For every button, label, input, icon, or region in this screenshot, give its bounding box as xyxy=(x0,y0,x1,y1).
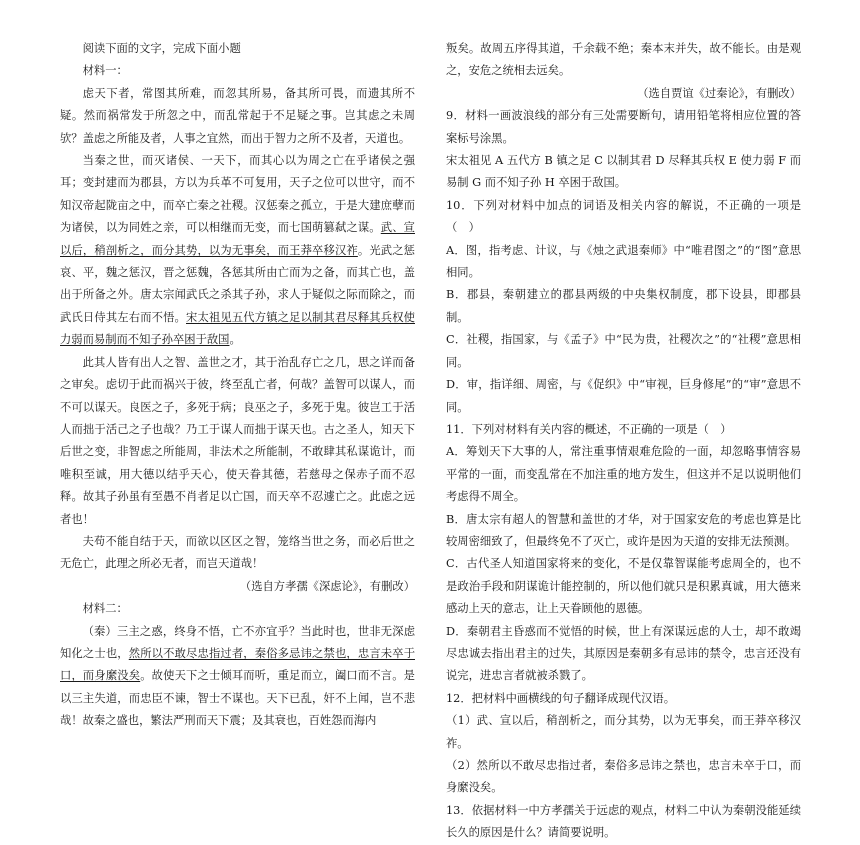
question-10-option-b: B．郡县，秦朝建立的郡县两级的中央集权制度，郡下设县，即郡县制。 xyxy=(446,288,801,324)
question-9-options: 宋太祖见 A 五代方 B 镇之足 C 以制其君 D 尽释其兵权 E 使力弱 F 而易制 G 而不知子孙 H 卒困于敌国。 xyxy=(446,154,801,190)
source-1: （选自方孝孺《深虑论》，有删改） xyxy=(239,579,415,593)
material-2-continued: 叛矣。故周五序得其道，千余载不绝；秦本末并失，故不能长。由是观之，安危之统相去远矣。 xyxy=(446,42,801,78)
source-2: （选自贾谊《过秦论》，有删改） xyxy=(637,86,801,100)
paragraph-2-text-c: 。 xyxy=(229,333,241,347)
question-12-item-2: （2）然所以不敢尽忠指过者，秦俗多忌讳之禁也，忠言未卒于口，而身縻没矣。 xyxy=(446,759,801,795)
underlined-sentence-2: 然所以不敢尽忠指过者，秦俗多忌讳之禁也，忠言未卒于口，而身縻没矣 xyxy=(60,646,415,683)
question-11-option-a: A．筹划天下大事的人，常注重事情艰难危险的一面，却忽略事情容易平常的一面，而变乱常在不加注重的地方发生，但这并不足以说明他们考虑得不周全。 xyxy=(446,445,801,504)
question-12-item-1: （1）武、宣以后，稍剖析之，而分其势，以为无事矣，而王莽卒移汉祚。 xyxy=(446,714,801,750)
paragraph-2-text-a: 当秦之世，而灭诸侯、一天下，而其心以为周之亡在乎诸侯之强耳；变封建而为郡县，方以为兵革不可复用，天子之位可以世守，而不知汉帝起陇亩之中，而卒亡秦之社稷。汉惩秦之孤立，于是大建庶孽而为诸侯，以为同姓之亲，可以相继而无变，而七国萌篡弑之谋。 xyxy=(60,154,415,235)
question-10-option-d: D．审，指详细、周密，与《促织》中“审视，巨身修尾”的“审”意思不同。 xyxy=(446,378,801,414)
question-11-option-d: D．秦朝君主昏惑而不觉悟的时候，世上有深谋远虑的人士，却不敢竭尽忠诚去指出君主的过失，其原因是秦朝多有忌讳的禁令，忠言还没有说完，进忠言者就被杀戮了。 xyxy=(446,624,801,683)
material-2-paragraph-1 xyxy=(60,621,415,733)
instruction: 阅读下面的文字，完成下面小题 xyxy=(82,42,241,55)
question-11: 11．下列对材料有关内容的概述，不正确的一项是（ ） xyxy=(446,422,732,436)
wavy-underlined-sentence: 宋太祖见五代方镇之足以制其君尽释其兵权使力弱而易制而不知子孙卒困于敌国 xyxy=(60,310,415,347)
material-1-paragraph-4: 夫苟不能自结于天，而欲以区区之智，笼络当世之务，而必后世之无危亡，此理之所必无者，而岂天道哉！ xyxy=(60,534,415,571)
paragraph-2-text-b: 。光武之惩哀、平，魏之惩汉，晋之惩魏，各惩其所由亡而为之备，而其亡也，盖出于所备之外。唐太宗闻武氏之杀其子孙，求人于疑似之际而除之，而武氏日侍其左右而不悟。 xyxy=(60,243,415,324)
right-column xyxy=(446,38,801,845)
material-2-label: 材料二： xyxy=(82,602,128,616)
question-11-option-c: C．古代圣人知道国家将来的变化，不是仅靠智谋能考虑周全的，也不是政治手段和阴谋诡计能控制的，所以他们就只是积累真诚，用大德来感动上天的意志，让上天眷顾他的恩德。 xyxy=(446,557,801,616)
question-10: 10．下列对材料中加点的词语及相关内容的解说，不正确的一项是（ ） xyxy=(446,198,801,235)
question-12: 12．把材料中画横线的句子翻译成现代汉语。 xyxy=(446,691,676,705)
question-10-option-c: C．社稷，指国家，与《孟子》中“民为贵，社稷次之”的“社稷”意思相同。 xyxy=(446,333,801,369)
material-1-label: 材料一： xyxy=(82,64,128,78)
material-1-paragraph-1: 虑天下者，常图其所难，而忽其所易，备其所可畏，而遗其所不疑。然而祸常发于所忽之中，而乱常起于不足疑之事。岂其虑之未周欤？盖虑之所能及者，人事之宜然，而出于智力之所不及者，天道也。 xyxy=(60,86,415,145)
material-1-paragraph-2 xyxy=(60,150,415,352)
question-10-option-a: A．图，指考虑、计议，与《烛之武退秦师》中“唯君图之”的“图”意思相同。 xyxy=(446,243,801,280)
paragraph-5-text-a: （秦）三主之惑，终身不悟，亡不亦宜乎？当此时也，世非无深虑知化之士也， xyxy=(60,624,415,660)
material-1-paragraph-3: 此其人皆有出人之智、盖世之才，其于治乱存亡之几，思之详而备之审矣。虑切于此而祸兴于彼，终至乱亡者，何哉？盖智可以谋人，而不可以谋天。良医之子，多死于病；良巫之子，多死于鬼。彼岂工于活人而拙于活己之子也哉？乃工于谋人而拙于谋天也。古之圣人，知天下后世之变，非智虑之所能周，非法术之所能制，不敢肆其私谋诡计，而唯积至诚，用大德以结乎天心，使天眷其德，若慈母之保赤子而不忍释。故其子孙虽有至愚不肖者足以亡国，而天卒不忍遽亡之。此虑之远者也！ xyxy=(60,355,415,526)
question-13: 13．依据材料一中方孝孺关于远虑的观点，材料二中认为秦朝没能延续长久的原因是什么？请简要说明。 xyxy=(446,803,801,840)
left-column xyxy=(60,38,415,733)
question-9: 9．材料一画波浪线的部分有三处需要断句，请用铅笔将相应位置的答案标号涂黑。 xyxy=(446,109,801,145)
paragraph-5-text-b: 。故使天下之士倾耳而听，重足而立，阖口而不言。是以三主失道，而忠臣不谏，智士不谋也。天下已乱，奸不上闻，岂不悲哉！故秦之盛也，繁法严刑而天下震；及其衰也，百姓怨而海内 xyxy=(60,669,415,728)
underlined-sentence-1: 武、宣以后，稍剖析之，而分其势，以为无事矣，而王莽卒移汉祚 xyxy=(60,221,415,257)
question-11-option-b: B．唐太宗有超人的智慧和盖世的才华，对于国家安危的考虑也算是比较周密细致了，但最终免不了灭亡，或许是因为天道的安排无法预测。 xyxy=(446,512,801,548)
